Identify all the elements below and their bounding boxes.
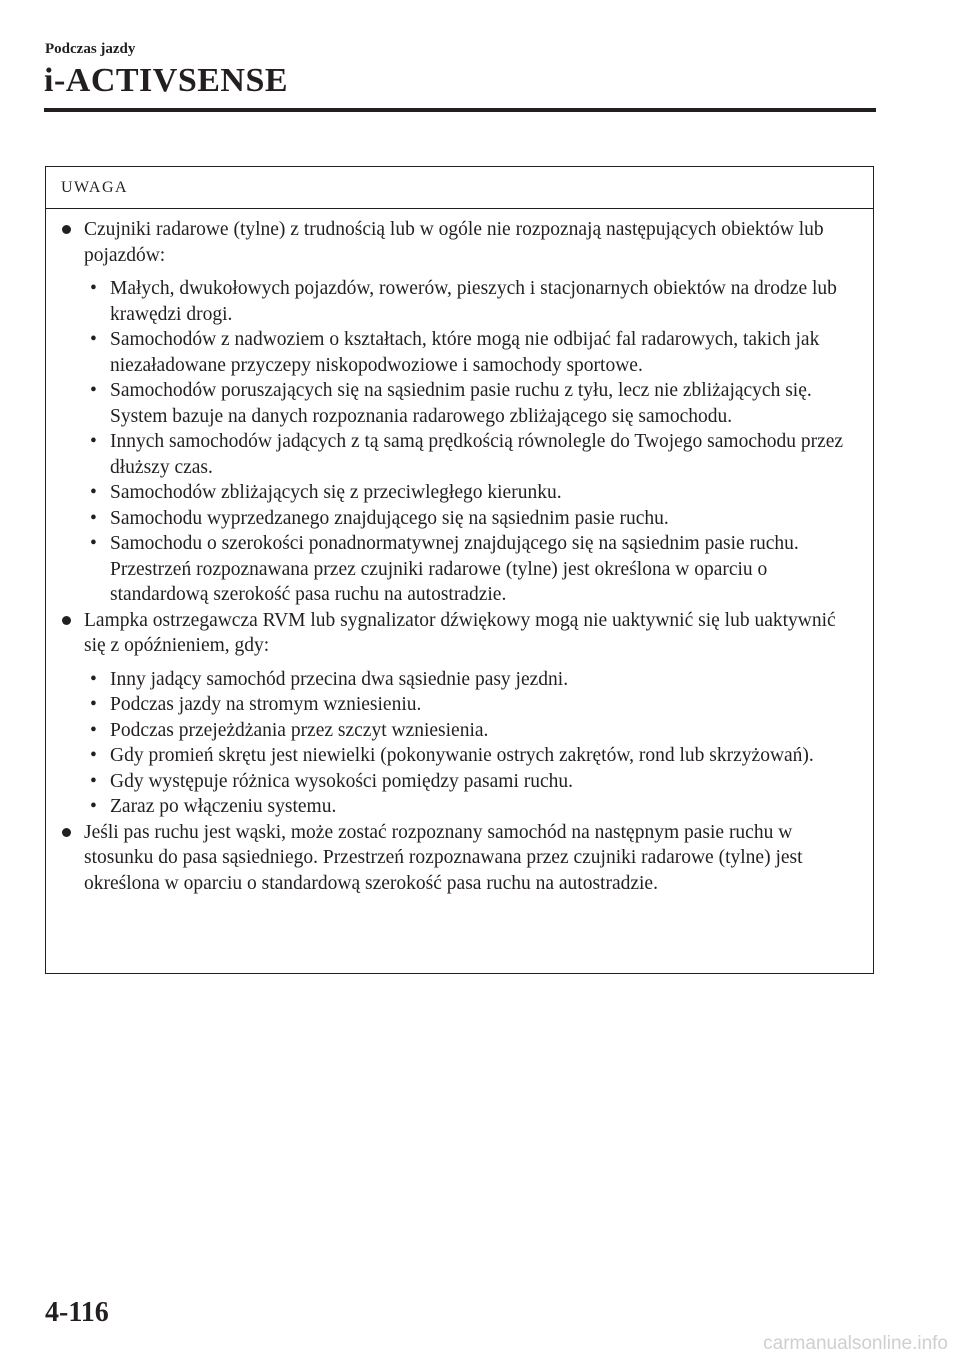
sub-bullet-icon: • <box>90 745 97 766</box>
sub-bullet-icon: • <box>90 482 97 503</box>
note-heading: UWAGA <box>46 167 873 209</box>
sub-item-text: Samochodu o szerokości ponadnormatywnej znajdującego się na sąsiednim pasie ruchu. Przestrzeń rozpoznawana przez czujniki radarowe (tylne) jest określona w oparciu o standardową szerokość pasa ruchu na autostradzie. <box>110 533 799 605</box>
sub-bullet-icon: • <box>90 431 97 452</box>
sub-item-text: Inny jadący samochód przecina dwa sąsiednie pasy jezdni. <box>110 668 569 690</box>
sub-item <box>84 480 859 506</box>
bullet-dot-icon <box>62 828 71 837</box>
sub-item <box>84 531 859 608</box>
sub-item-text: Samochodów poruszających się na sąsiednim pasie ruchu z tyłu, lecz nie zbliżających się. System bazuje na danych rozpoznania radarowego zbliżającego się samochodu. <box>110 380 812 427</box>
title-rule <box>44 108 876 112</box>
note-body <box>46 209 873 896</box>
sub-list <box>84 667 859 820</box>
sub-bullet-icon: • <box>90 770 97 792</box>
sub-bullet-icon: • <box>90 533 97 554</box>
section-label: Podczas jazdy <box>45 41 136 57</box>
sub-item-text: Małych, dwukołowych pojazdów, rowerów, pieszych i stacjonarnych obiektów na drodze lub krawędzi drogi. <box>110 278 837 325</box>
note-item-text: Lampka ostrzegawcza RVM lub sygnalizator dźwiękowy mogą nie uaktywnić się lub uaktywnić się z opóźnieniem, gdy: <box>84 609 836 656</box>
note-list <box>60 217 859 896</box>
sub-bullet-icon: • <box>90 380 97 401</box>
sub-item-text: Zaraz po włączeniu systemu. <box>110 796 337 817</box>
sub-bullet-icon: • <box>90 329 97 350</box>
sub-item <box>84 276 859 327</box>
sub-bullet-icon: • <box>90 507 97 529</box>
sub-item <box>84 769 859 795</box>
bullet-dot-icon <box>62 225 71 234</box>
sub-bullet-icon: • <box>90 719 97 741</box>
sub-item <box>84 794 859 820</box>
chapter-title: i-ACTIVSENSE <box>44 62 289 99</box>
sub-item-text: Gdy występuje różnica wysokości pomiędzy pasami ruchu. <box>110 770 574 792</box>
watermark: carmanualsonline.info <box>763 1333 948 1354</box>
sub-bullet-icon: • <box>90 668 97 690</box>
bullet-dot-icon <box>62 616 71 625</box>
note-box <box>45 166 874 974</box>
sub-bullet-icon: • <box>90 278 97 299</box>
sub-item-text: Innych samochodów jadących z tą samą prędkością równolegle do Twojego samochodu przez dłuższy czas. <box>110 431 844 478</box>
sub-list <box>84 276 859 608</box>
note-item <box>60 820 859 897</box>
sub-item-text: Samochodów z nadwoziem o kształtach, które mogą nie odbijać fal radarowych, takich jak niezaładowane przyczepy niskopodwoziowe i samochody sportowe. <box>110 329 820 376</box>
page-number: 4-116 <box>45 1297 109 1328</box>
sub-item <box>84 506 859 532</box>
sub-item-text: Podczas jazdy na stromym wzniesieniu. <box>110 694 422 715</box>
sub-item <box>84 743 859 769</box>
sub-item <box>84 429 859 480</box>
sub-item <box>84 718 859 744</box>
note-item-text: Jeśli pas ruchu jest wąski, może zostać rozpoznany samochód na następnym pasie ruchu w stosunku do pasa sąsiedniego. Przestrzeń rozpoznawana przez czujniki radarowe (tylne) jest określona w oparciu o standardową szerokość pasa ruchu na autostradzie. <box>84 821 803 894</box>
sub-item <box>84 692 859 718</box>
sub-bullet-icon: • <box>90 694 97 715</box>
note-item-text: Czujniki radarowe (tylne) z trudnością lub w ogóle nie rozpoznają następujących obiektów lub pojazdów: <box>84 219 824 266</box>
sub-item <box>84 667 859 693</box>
note-item <box>60 217 859 608</box>
sub-item-text: Gdy promień skrętu jest niewielki (pokonywanie ostrych zakrętów, rond lub skrzyżowań). <box>110 745 814 766</box>
sub-item <box>84 327 859 378</box>
sub-bullet-icon: • <box>90 796 97 817</box>
note-item <box>60 608 859 820</box>
sub-item-text: Samochodów zbliżających się z przeciwległego kierunku. <box>110 482 562 503</box>
sub-item-text: Samochodu wyprzedzanego znajdującego się na sąsiednim pasie ruchu. <box>110 507 669 529</box>
sub-item <box>84 378 859 429</box>
sub-item-text: Podczas przejeżdżania przez szczyt wzniesienia. <box>110 719 489 741</box>
